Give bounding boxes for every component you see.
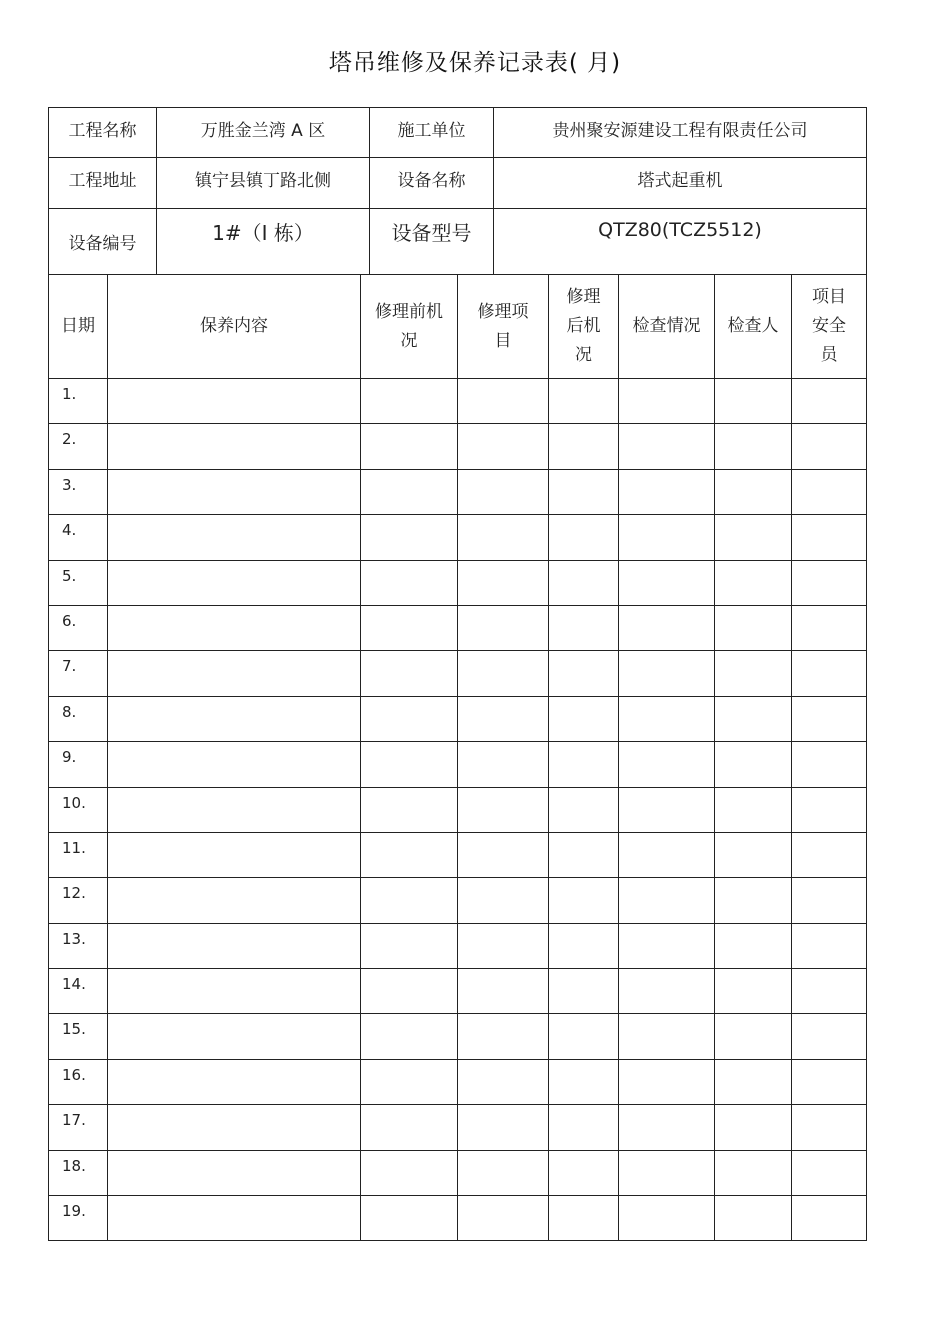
before-cell[interactable]	[361, 969, 458, 1014]
safety-cell[interactable]	[792, 832, 867, 877]
item-cell[interactable]	[458, 1196, 549, 1241]
safety-cell[interactable]	[792, 969, 867, 1014]
table-row	[49, 1196, 867, 1241]
inspector-cell[interactable]	[715, 787, 792, 832]
after-cell[interactable]	[549, 379, 619, 424]
table-row	[49, 605, 867, 650]
after-cell[interactable]	[549, 969, 619, 1014]
after-cell[interactable]	[549, 1014, 619, 1059]
row-number: 1.	[49, 379, 108, 424]
content-cell[interactable]	[108, 787, 361, 832]
inspection-cell[interactable]	[619, 923, 715, 968]
item-cell[interactable]	[458, 1059, 549, 1104]
inspection-cell[interactable]	[619, 878, 715, 923]
inspector-cell[interactable]	[715, 923, 792, 968]
before-cell[interactable]	[361, 742, 458, 787]
header-content: 保养内容	[108, 275, 361, 379]
before-cell[interactable]	[361, 696, 458, 741]
inspector-cell[interactable]	[715, 742, 792, 787]
after-cell[interactable]	[549, 560, 619, 605]
item-cell[interactable]	[458, 379, 549, 424]
content-cell[interactable]	[108, 878, 361, 923]
content-cell[interactable]	[108, 1105, 361, 1150]
before-cell[interactable]	[361, 878, 458, 923]
table-row	[49, 923, 867, 968]
content-cell[interactable]	[108, 1014, 361, 1059]
table-row	[49, 878, 867, 923]
item-cell[interactable]	[458, 1105, 549, 1150]
inspection-cell[interactable]	[619, 1196, 715, 1241]
header-safety-line1: 项目	[812, 287, 846, 307]
row-number: 10.	[49, 787, 108, 832]
table-row	[49, 515, 867, 560]
safety-cell[interactable]	[792, 878, 867, 923]
content-cell[interactable]	[108, 1150, 361, 1195]
inspection-cell[interactable]	[619, 379, 715, 424]
content-cell[interactable]	[108, 515, 361, 560]
equipment-model-value: QTZ80(TCZ5512)	[494, 209, 867, 275]
safety-cell[interactable]	[792, 469, 867, 514]
header-date: 日期	[49, 275, 108, 379]
before-cell[interactable]	[361, 560, 458, 605]
project-address-label: 工程地址	[49, 158, 157, 209]
row-number: 14.	[49, 969, 108, 1014]
row-number: 18.	[49, 1150, 108, 1195]
header-safety-line3: 员	[820, 345, 838, 365]
row-number: 17.	[49, 1105, 108, 1150]
before-cell[interactable]	[361, 1196, 458, 1241]
inspection-cell[interactable]	[619, 515, 715, 560]
row-number: 8.	[49, 696, 108, 741]
table-row	[49, 787, 867, 832]
inspection-cell[interactable]	[619, 1059, 715, 1104]
inspection-cell[interactable]	[619, 1105, 715, 1150]
content-cell[interactable]	[108, 560, 361, 605]
row-number: 13.	[49, 923, 108, 968]
after-cell[interactable]	[549, 424, 619, 469]
before-cell[interactable]	[361, 424, 458, 469]
safety-cell[interactable]	[792, 923, 867, 968]
table-row	[49, 832, 867, 877]
header-after-line2: 后机	[566, 316, 601, 336]
header-inspection: 检查情况	[619, 275, 715, 379]
item-cell[interactable]	[458, 787, 549, 832]
table-row	[49, 651, 867, 696]
inspection-cell[interactable]	[619, 742, 715, 787]
after-cell[interactable]	[549, 515, 619, 560]
header-after-line1: 修理	[566, 287, 601, 307]
row-number: 3.	[49, 469, 108, 514]
after-cell[interactable]	[549, 605, 619, 650]
table-row	[49, 424, 867, 469]
before-cell[interactable]	[361, 1014, 458, 1059]
inspection-cell[interactable]	[619, 1150, 715, 1195]
inspection-cell[interactable]	[619, 832, 715, 877]
inspector-cell[interactable]	[715, 515, 792, 560]
before-cell[interactable]	[361, 651, 458, 696]
project-name-value: 万胜金兰湾 A 区	[157, 108, 370, 158]
content-cell[interactable]	[108, 469, 361, 514]
inspector-cell[interactable]	[715, 651, 792, 696]
before-cell[interactable]	[361, 832, 458, 877]
header-after-line3: 况	[575, 345, 592, 365]
inspection-cell[interactable]	[619, 696, 715, 741]
inspector-cell[interactable]	[715, 1059, 792, 1104]
equipment-model-label: 设备型号	[370, 209, 494, 275]
equipment-no-label: 设备编号	[49, 209, 157, 275]
inspection-cell[interactable]	[619, 969, 715, 1014]
inspection-cell[interactable]	[619, 651, 715, 696]
item-cell[interactable]	[458, 696, 549, 741]
item-cell[interactable]	[458, 605, 549, 650]
content-cell[interactable]	[108, 1196, 361, 1241]
after-cell[interactable]	[549, 878, 619, 923]
content-cell[interactable]	[108, 742, 361, 787]
safety-cell[interactable]	[792, 560, 867, 605]
project-info-table	[48, 107, 867, 275]
content-cell[interactable]	[108, 651, 361, 696]
table-row	[49, 560, 867, 605]
row-number: 2.	[49, 424, 108, 469]
construction-unit-value: 贵州聚安源建设工程有限责任公司	[494, 108, 867, 158]
item-cell[interactable]	[458, 424, 549, 469]
after-cell[interactable]	[549, 787, 619, 832]
safety-cell[interactable]	[792, 651, 867, 696]
header-safety-line2: 安全	[812, 316, 846, 336]
item-cell[interactable]	[458, 560, 549, 605]
before-cell[interactable]	[361, 379, 458, 424]
before-cell[interactable]	[361, 605, 458, 650]
after-cell[interactable]	[549, 696, 619, 741]
header-item-line2: 目	[494, 330, 512, 351]
row-number: 16.	[49, 1059, 108, 1104]
inspector-cell[interactable]	[715, 469, 792, 514]
project-name-label: 工程名称	[49, 108, 157, 158]
safety-cell[interactable]	[792, 1196, 867, 1241]
header-before-line1: 修理前机	[375, 301, 443, 322]
inspector-cell[interactable]	[715, 832, 792, 877]
inspection-cell[interactable]	[619, 560, 715, 605]
inspection-cell[interactable]	[619, 424, 715, 469]
row-number: 6.	[49, 605, 108, 650]
after-cell[interactable]	[549, 1196, 619, 1241]
equipment-name-value: 塔式起重机	[494, 158, 867, 209]
row-number: 4.	[49, 515, 108, 560]
content-cell[interactable]	[108, 832, 361, 877]
table-row	[49, 379, 867, 424]
header-repair-item	[458, 275, 549, 379]
content-cell[interactable]	[108, 1059, 361, 1104]
row-number: 15.	[49, 1014, 108, 1059]
before-cell[interactable]	[361, 1150, 458, 1195]
after-cell[interactable]	[549, 832, 619, 877]
safety-cell[interactable]	[792, 1150, 867, 1195]
inspector-cell[interactable]	[715, 379, 792, 424]
safety-cell[interactable]	[792, 696, 867, 741]
table-row	[49, 969, 867, 1014]
table-row	[49, 469, 867, 514]
after-cell[interactable]	[549, 923, 619, 968]
inspection-cell[interactable]	[619, 469, 715, 514]
project-address-value: 镇宁县镇丁路北侧	[157, 158, 370, 209]
table-row	[49, 742, 867, 787]
after-cell[interactable]	[549, 651, 619, 696]
header-inspector: 检查人	[715, 275, 792, 379]
after-cell[interactable]	[549, 742, 619, 787]
safety-cell[interactable]	[792, 787, 867, 832]
safety-cell[interactable]	[792, 742, 867, 787]
safety-cell[interactable]	[792, 1105, 867, 1150]
inspector-cell[interactable]	[715, 878, 792, 923]
row-number: 9.	[49, 742, 108, 787]
equipment-name-label: 设备名称	[370, 158, 494, 209]
item-cell[interactable]	[458, 469, 549, 514]
header-safety-officer	[792, 275, 867, 379]
header-item-line1: 修理项	[477, 301, 529, 322]
item-cell[interactable]	[458, 878, 549, 923]
content-cell[interactable]	[108, 923, 361, 968]
content-cell[interactable]	[108, 969, 361, 1014]
inspector-cell[interactable]	[715, 696, 792, 741]
inspector-cell[interactable]	[715, 560, 792, 605]
item-cell[interactable]	[458, 1014, 549, 1059]
before-cell[interactable]	[361, 1059, 458, 1104]
content-cell[interactable]	[108, 605, 361, 650]
header-after-repair	[549, 275, 619, 379]
before-cell[interactable]	[361, 469, 458, 514]
inspection-cell[interactable]	[619, 605, 715, 650]
table-row	[49, 1014, 867, 1059]
after-cell[interactable]	[549, 1150, 619, 1195]
inspector-cell[interactable]	[715, 424, 792, 469]
item-cell[interactable]	[458, 923, 549, 968]
row-number: 7.	[49, 651, 108, 696]
after-cell[interactable]	[549, 1105, 619, 1150]
header-before-repair	[361, 275, 458, 379]
before-cell[interactable]	[361, 1105, 458, 1150]
row-number: 19.	[49, 1196, 108, 1241]
header-before-line2: 况	[400, 330, 418, 351]
table-row	[49, 1150, 867, 1195]
content-cell[interactable]	[108, 424, 361, 469]
before-cell[interactable]	[361, 923, 458, 968]
safety-cell[interactable]	[792, 424, 867, 469]
item-cell[interactable]	[458, 742, 549, 787]
inspector-cell[interactable]	[715, 1105, 792, 1150]
before-cell[interactable]	[361, 515, 458, 560]
item-cell[interactable]	[458, 515, 549, 560]
inspector-cell[interactable]	[715, 969, 792, 1014]
after-cell[interactable]	[549, 1059, 619, 1104]
log-body	[49, 379, 867, 1241]
row-number: 5.	[49, 560, 108, 605]
row-number: 12.	[49, 878, 108, 923]
item-cell[interactable]	[458, 651, 549, 696]
safety-cell[interactable]	[792, 605, 867, 650]
item-cell[interactable]	[458, 832, 549, 877]
inspector-cell[interactable]	[715, 605, 792, 650]
page-title: 塔吊维修及保养记录表( 月)	[328, 50, 622, 76]
inspector-cell[interactable]	[715, 1014, 792, 1059]
table-row	[49, 1105, 867, 1150]
inspection-cell[interactable]	[619, 1014, 715, 1059]
safety-cell[interactable]	[792, 1014, 867, 1059]
equipment-no-value: 1#（I 栋）	[157, 209, 370, 275]
safety-cell[interactable]	[792, 515, 867, 560]
table-row	[49, 1059, 867, 1104]
item-cell[interactable]	[458, 969, 549, 1014]
safety-cell[interactable]	[792, 1059, 867, 1104]
before-cell[interactable]	[361, 787, 458, 832]
table-row	[49, 696, 867, 741]
inspector-cell[interactable]	[715, 1196, 792, 1241]
construction-unit-label: 施工单位	[370, 108, 494, 158]
after-cell[interactable]	[549, 469, 619, 514]
content-cell[interactable]	[108, 696, 361, 741]
inspector-cell[interactable]	[715, 1150, 792, 1195]
content-cell[interactable]	[108, 379, 361, 424]
row-number: 11.	[49, 832, 108, 877]
safety-cell[interactable]	[792, 379, 867, 424]
inspection-cell[interactable]	[619, 787, 715, 832]
maintenance-log-table	[48, 274, 867, 1241]
item-cell[interactable]	[458, 1150, 549, 1195]
